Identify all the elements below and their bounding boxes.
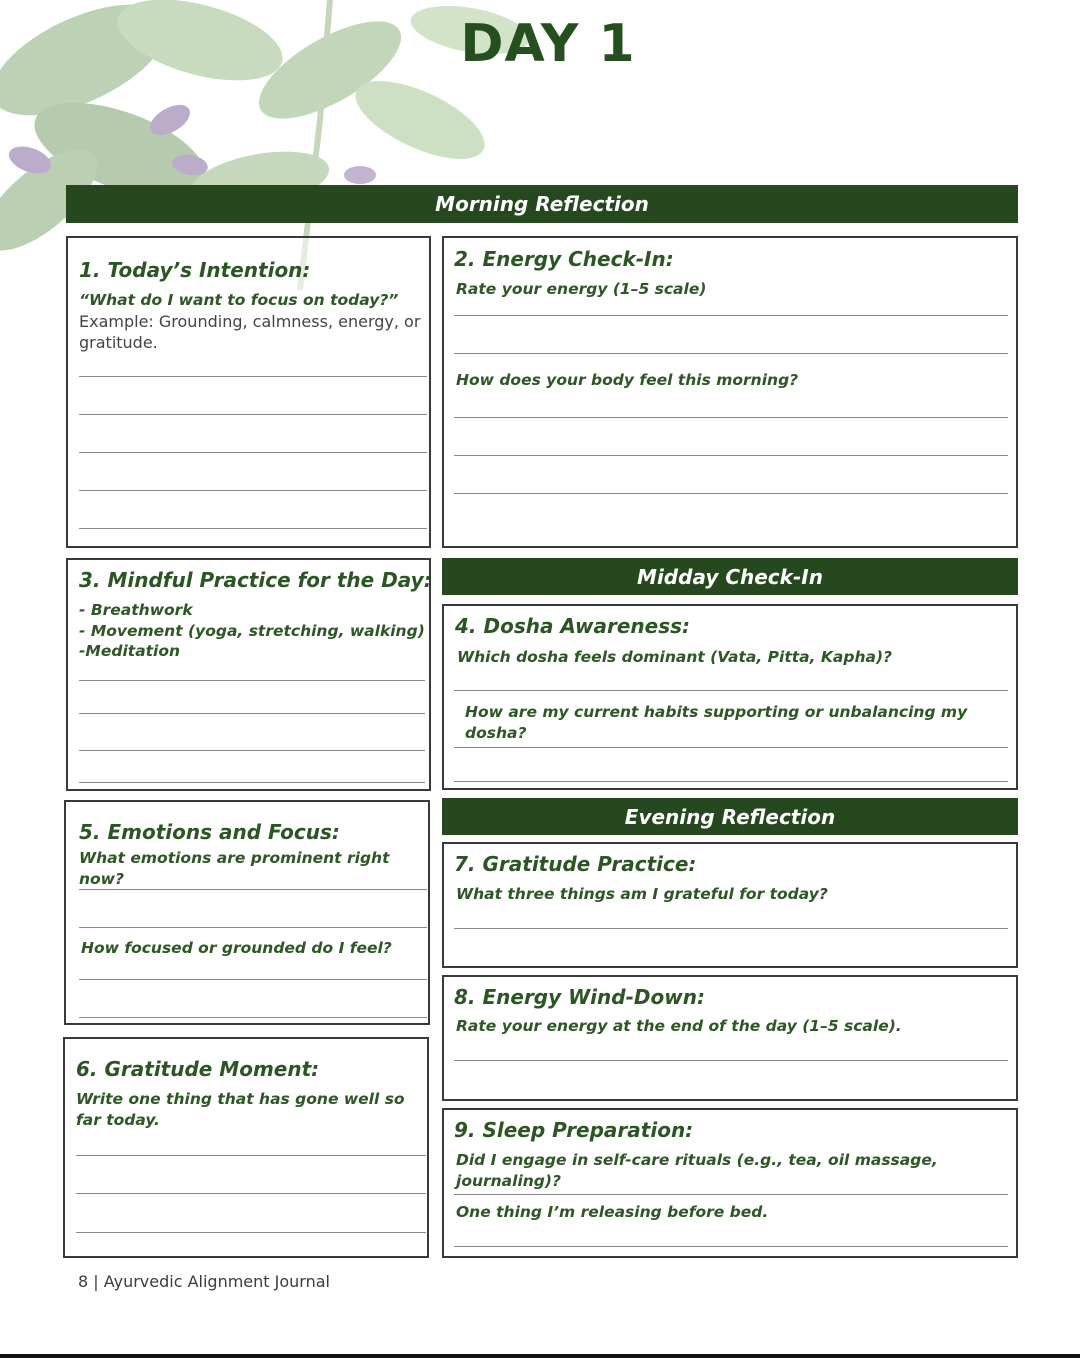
answer-line[interactable] bbox=[79, 782, 425, 783]
answer-line[interactable] bbox=[454, 1246, 1008, 1247]
question-8-box bbox=[442, 975, 1018, 1101]
answer-line[interactable] bbox=[79, 452, 427, 453]
question-5-box bbox=[64, 800, 430, 1025]
page-footer: 8 | Ayurvedic Alignment Journal bbox=[78, 1272, 330, 1291]
question-6-prompt: Write one thing that has gone well so far today. bbox=[76, 1090, 405, 1129]
answer-line[interactable] bbox=[454, 1194, 1008, 1195]
answer-line[interactable] bbox=[79, 1017, 427, 1018]
answer-line[interactable] bbox=[79, 750, 425, 751]
answer-line[interactable] bbox=[454, 493, 1008, 494]
practice-item: - Movement (yoga, stretching, walking) bbox=[79, 622, 425, 640]
answer-line[interactable] bbox=[454, 1060, 1008, 1061]
question-9-heading: 9. Sleep Preparation: bbox=[454, 1118, 694, 1142]
question-7-prompt: What three things am I grateful for today? bbox=[456, 885, 828, 903]
practice-item: - Breathwork bbox=[79, 601, 193, 619]
question-6-heading: 6. Gratitude Moment: bbox=[76, 1057, 320, 1081]
question-8-heading: 8. Energy Wind-Down: bbox=[454, 985, 705, 1009]
answer-line[interactable] bbox=[79, 680, 425, 681]
answer-line[interactable] bbox=[454, 455, 1008, 456]
practice-item: -Meditation bbox=[79, 642, 181, 660]
question-5-prompt-1: What emotions are prominent right now? bbox=[79, 849, 390, 888]
answer-line[interactable] bbox=[79, 376, 427, 377]
question-4-heading: 4. Dosha Awareness: bbox=[455, 614, 691, 638]
answer-line[interactable] bbox=[79, 927, 427, 928]
question-5-prompt-2: How focused or grounded do I feel? bbox=[81, 939, 392, 957]
question-4-prompt-2: How are my current habits supporting or unbalancing my dosha? bbox=[465, 703, 968, 742]
answer-line[interactable] bbox=[79, 889, 427, 890]
answer-line[interactable] bbox=[454, 690, 1008, 691]
section-midday-check-in: Midday Check-In bbox=[442, 558, 1018, 595]
question-4-prompt-1: Which dosha feels dominant (Vata, Pitta, Kapha)? bbox=[457, 648, 893, 666]
question-8-prompt: Rate your energy at the end of the day (1–5 scale). bbox=[456, 1017, 902, 1035]
question-1-heading: 1. Today’s Intention: bbox=[79, 258, 311, 282]
question-2-prompt-1: Rate your energy (1–5 scale) bbox=[456, 280, 707, 298]
answer-line[interactable] bbox=[454, 417, 1008, 418]
answer-line[interactable] bbox=[454, 353, 1008, 354]
section-morning-reflection: Morning Reflection bbox=[66, 185, 1018, 223]
question-6-box bbox=[63, 1037, 429, 1258]
answer-line[interactable] bbox=[79, 528, 427, 529]
answer-line[interactable] bbox=[79, 490, 427, 491]
question-1-prompt: “What do I want to focus on today?” bbox=[79, 291, 399, 309]
question-3-box bbox=[66, 558, 431, 791]
page-title: DAY 1 bbox=[460, 14, 636, 74]
section-evening-reflection: Evening Reflection bbox=[442, 798, 1018, 835]
question-5-heading: 5. Emotions and Focus: bbox=[79, 820, 340, 844]
question-2-prompt-2: How does your body feel this morning? bbox=[456, 371, 799, 389]
question-7-heading: 7. Gratitude Practice: bbox=[454, 852, 697, 876]
answer-line[interactable] bbox=[76, 1193, 426, 1194]
answer-line[interactable] bbox=[454, 781, 1008, 782]
question-2-box bbox=[442, 236, 1018, 548]
question-9-box bbox=[442, 1108, 1018, 1258]
answer-line[interactable] bbox=[454, 928, 1008, 929]
question-9-prompt-2: One thing I’m releasing before bed. bbox=[456, 1203, 769, 1221]
question-2-heading: 2. Energy Check-In: bbox=[454, 247, 674, 271]
answer-line[interactable] bbox=[79, 979, 427, 980]
answer-line[interactable] bbox=[79, 414, 427, 415]
question-4-box bbox=[442, 604, 1018, 790]
answer-line[interactable] bbox=[79, 713, 425, 714]
question-7-box bbox=[442, 842, 1018, 968]
question-3-heading: 3. Mindful Practice for the Day: bbox=[79, 568, 432, 592]
answer-line[interactable] bbox=[76, 1155, 426, 1156]
question-1-example: Example: Grounding, calmness, energy, or gratitude. bbox=[79, 312, 421, 352]
question-9-prompt-1: Did I engage in self-care rituals (e.g., tea, oil massage, journaling)? bbox=[456, 1151, 938, 1190]
bottom-border bbox=[0, 1354, 1080, 1358]
answer-line[interactable] bbox=[454, 747, 1008, 748]
answer-line[interactable] bbox=[454, 315, 1008, 316]
question-1-box bbox=[66, 236, 431, 548]
answer-line[interactable] bbox=[76, 1232, 426, 1233]
